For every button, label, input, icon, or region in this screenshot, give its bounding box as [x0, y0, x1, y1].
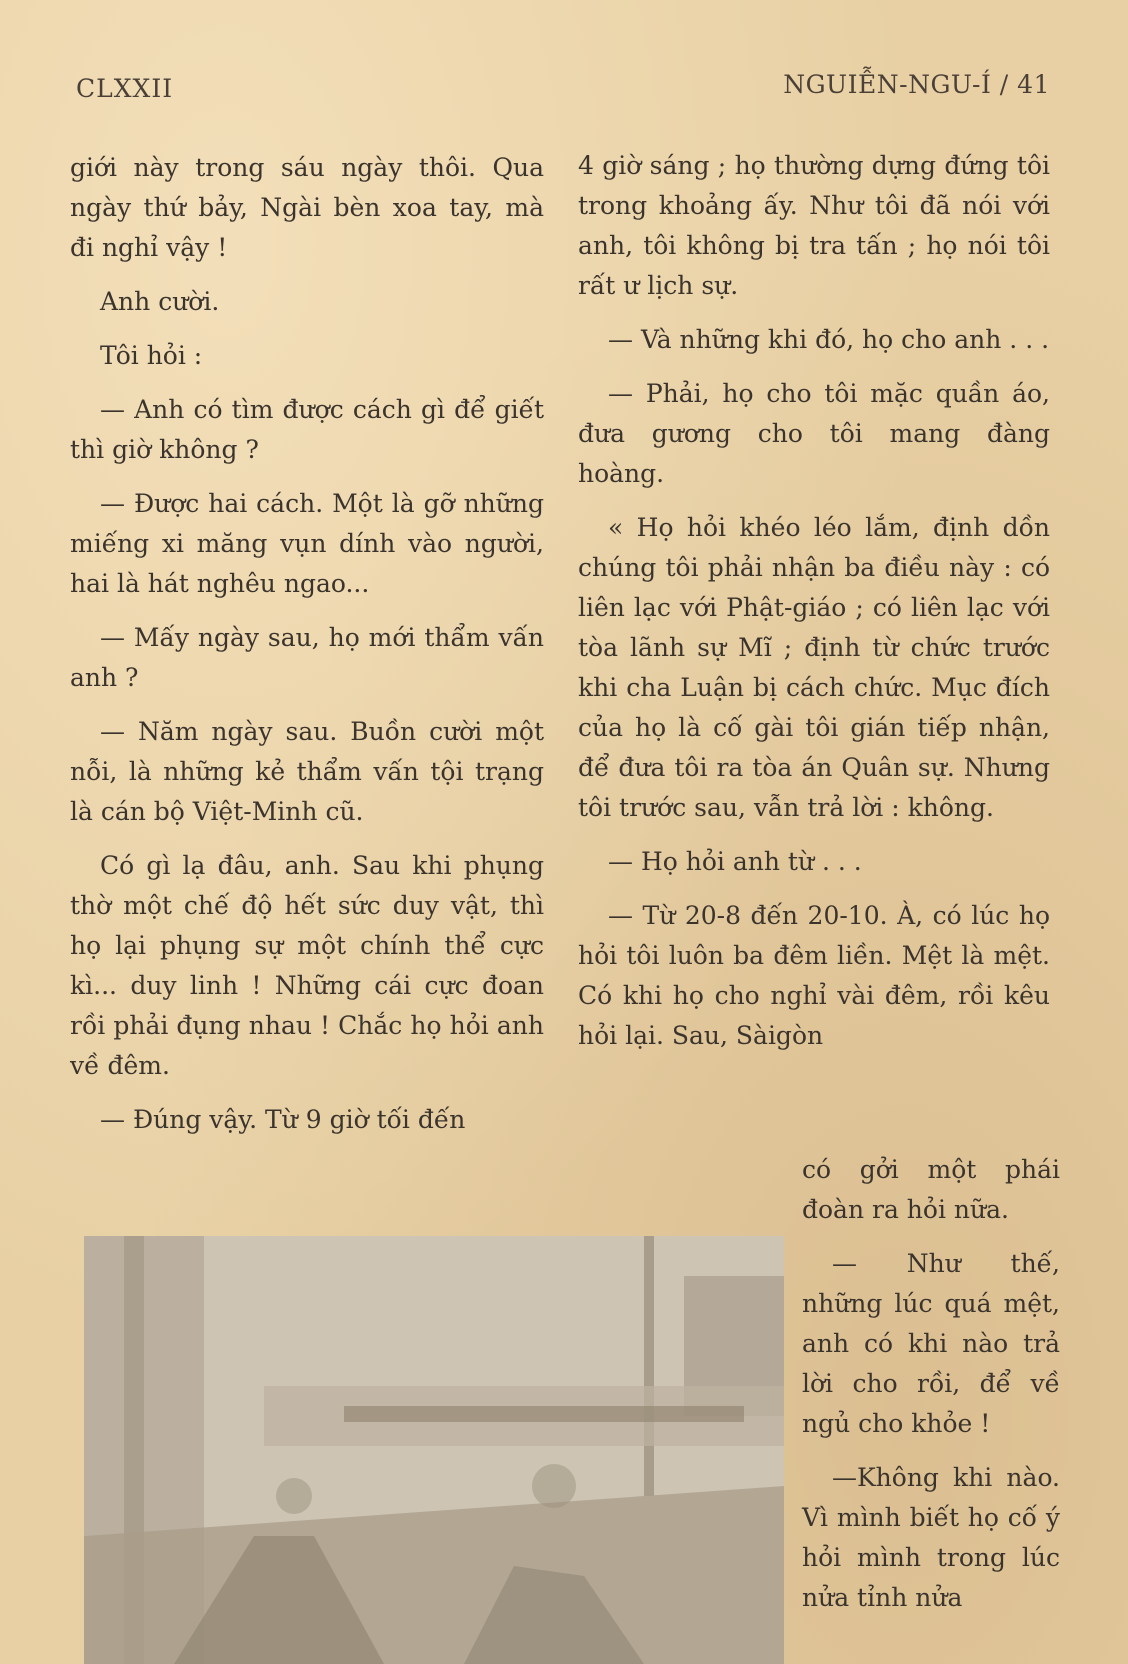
paragraph: có gởi một phái đoàn ra hỏi nữa. [802, 1155, 1060, 1224]
right-column [578, 146, 1050, 1070]
inset-column [802, 1150, 1060, 1632]
paragraph: — Năm ngày sau. Buồn cười một nỗi, là những kẻ thẩm vấn tội trạng là cán bộ Việt-Minh cũ. [70, 717, 544, 826]
paragraph: « Họ hỏi khéo léo lắm, định dồn chúng tôi phải nhận ba điều này : có liên lạc với Phật-giáo ; có liên lạc với tòa lãnh sự Mĩ ; định từ chức trước khi cha Luận bị cách chức. Mục đích của họ là cố gài tôi gián tiếp nhận, để đưa tôi ra tòa án Quân sự. Nhưng tôi trước sau, vẫn trả lời : không. [578, 513, 1050, 822]
paragraph: Anh cười. [100, 287, 220, 316]
paragraph: Có gì lạ đâu, anh. Sau khi phụng thờ một chế độ hết sức duy vật, thì họ lại phụng sự một chính thể cực kì... duy linh ! Những cái cực đoan rồi phải đụng nhau ! Chắc họ hỏi anh về đêm. [70, 851, 544, 1080]
paragraph: — Đúng vậy. Từ 9 giờ tối đến [100, 1105, 466, 1134]
left-column [70, 148, 544, 1154]
photo-scene [84, 1236, 784, 1664]
paragraph: — Mấy ngày sau, họ mới thẩm vấn anh ? [70, 623, 544, 692]
halftone-photograph [84, 1236, 784, 1664]
paragraph: — Và những khi đó, họ cho anh . . . [608, 325, 1050, 354]
page-number-roman: CLXXII [76, 74, 174, 103]
paragraph: — Họ hỏi anh từ . . . [608, 847, 862, 876]
paragraph: Tôi hỏi : [100, 341, 203, 370]
paragraph: — Phải, họ cho tôi mặc quần áo, đưa gương cho tôi mang đàng hoàng. [578, 379, 1050, 488]
paragraph: — Như thế, những lúc quá mệt, anh có khi nào trả lời cho rồi, để về ngủ cho khỏe ! [802, 1249, 1060, 1438]
paragraph: giới này trong sáu ngày thôi. Qua ngày thứ bảy, Ngài bèn xoa tay, mà đi nghỉ vậy ! [70, 153, 544, 262]
running-title: NGUIỄN-NGU-Í / 41 [783, 70, 1050, 99]
paragraph: —Không khi nào. Vì mình biết họ cố ý hỏi mình trong lúc nửa tỉnh nửa [802, 1463, 1060, 1612]
paragraph: — Anh có tìm được cách gì để giết thì giờ không ? [70, 395, 544, 464]
paragraph: 4 giờ sáng ; họ thường dựng đứng tôi trong khoảng ấy. Như tôi đã nói với anh, tôi không bị tra tấn ; họ nói tôi rất ư lịch sự. [578, 151, 1050, 300]
paragraph: — Từ 20-8 đến 20-10. À, có lúc họ hỏi tôi luôn ba đêm liền. Mệt là mệt. Có khi họ cho nghỉ vài đêm, rồi kêu hỏi lại. Sau, Sàigòn [578, 901, 1050, 1050]
paragraph: — Được hai cách. Một là gỡ những miếng xi măng vụn dính vào người, hai là hát nghêu ngao... [70, 489, 544, 598]
